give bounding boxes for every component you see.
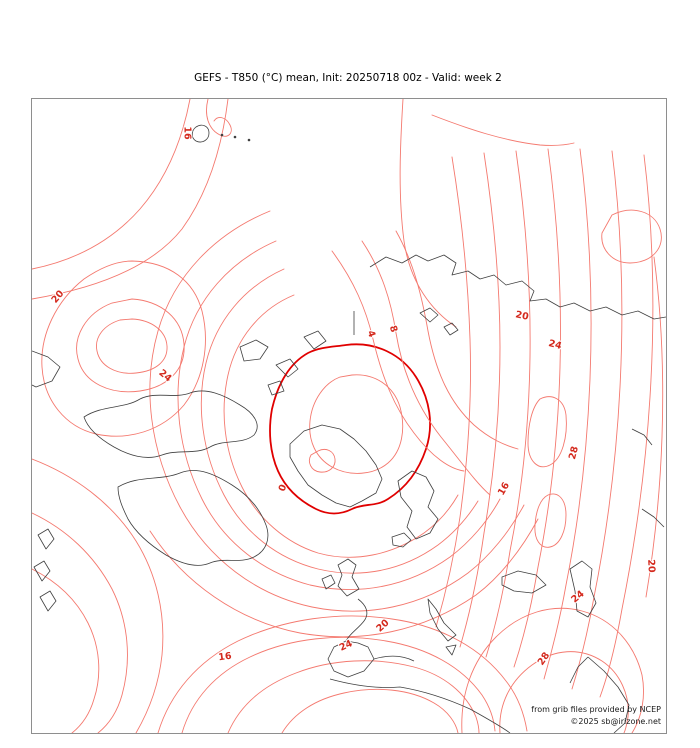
contour-line xyxy=(462,608,644,733)
island-dot xyxy=(221,134,224,137)
map-title: GEFS - T850 (°C) mean, Init: 20250718 00z - Valid: week 2 xyxy=(194,72,502,84)
coastline-path xyxy=(446,645,456,655)
attribution-source: from grib files provided by NCEP xyxy=(531,705,661,714)
coastline-path xyxy=(374,656,414,661)
contour-line xyxy=(282,689,458,733)
coastline-path xyxy=(276,359,298,377)
contour-lines-layer xyxy=(32,99,663,733)
coastline-path xyxy=(420,308,438,322)
contour-label: 20 xyxy=(374,617,392,635)
coastline-path xyxy=(632,429,652,445)
coastline-path xyxy=(40,591,56,611)
contour-line xyxy=(544,149,591,679)
contour-line xyxy=(400,99,456,327)
contour-label: 24 xyxy=(569,588,587,606)
contour-line xyxy=(32,459,163,733)
contour-label: 0 xyxy=(276,483,290,493)
contour-line xyxy=(535,494,566,547)
contour-line xyxy=(646,257,663,597)
contour-label: 20 xyxy=(514,309,530,323)
contour-line xyxy=(600,155,653,697)
coastline-path xyxy=(192,125,209,142)
contour-label: 24 xyxy=(547,337,563,353)
contour-line xyxy=(32,513,127,733)
contour-label: 4 xyxy=(364,329,378,339)
contour-line xyxy=(572,151,622,689)
contour-line xyxy=(42,261,206,436)
contour-line xyxy=(309,449,335,472)
contour-label: 20 xyxy=(49,288,67,306)
contour-line xyxy=(96,319,167,373)
coastline-path xyxy=(118,471,268,566)
coastline-path xyxy=(38,529,54,549)
contour-line xyxy=(201,269,478,573)
contour-line xyxy=(178,241,500,590)
coastline-path xyxy=(330,679,510,733)
contour-line xyxy=(332,251,464,471)
contour-line xyxy=(32,99,190,269)
island-dot xyxy=(234,136,237,139)
weather-map-svg xyxy=(32,99,666,733)
island-dot xyxy=(248,139,251,142)
coastline-path xyxy=(32,351,60,387)
coastline-path xyxy=(444,323,458,335)
contour-line xyxy=(514,149,561,667)
contour-line xyxy=(602,210,662,263)
contour-line xyxy=(228,661,479,733)
contour-line xyxy=(460,153,500,647)
attribution-copyright: ©2025 sb@irizone.net xyxy=(570,717,661,726)
contour-label: 16 xyxy=(217,650,233,664)
contour-label: 28 xyxy=(566,445,582,461)
contour-line xyxy=(150,519,538,637)
contour-label: 16 xyxy=(495,480,513,498)
contour-line xyxy=(528,397,566,467)
contour-label: 16 xyxy=(181,126,193,140)
coastline-path xyxy=(290,425,382,507)
coastline-path xyxy=(84,391,257,458)
coastline-path xyxy=(642,509,664,527)
coastline-path xyxy=(338,559,359,596)
contour-label: 24 xyxy=(156,367,174,385)
coastline-path xyxy=(304,331,326,349)
coastline-path xyxy=(570,657,588,683)
coastline-path xyxy=(392,533,411,547)
contour-label: 28 xyxy=(535,650,553,668)
contour-line xyxy=(32,569,99,733)
coastline-path xyxy=(322,575,335,589)
coastline-path xyxy=(502,571,546,593)
contour-line xyxy=(432,115,574,145)
coastline-path xyxy=(398,471,438,539)
map-frame xyxy=(31,98,667,734)
coastline-path xyxy=(346,599,367,641)
contour-line xyxy=(224,295,458,557)
contour-line xyxy=(436,157,471,627)
contour-label: 8 xyxy=(386,324,400,334)
contour-label: 24 xyxy=(337,638,355,654)
contour-line xyxy=(32,99,228,299)
contour-line xyxy=(270,344,430,513)
contour-label: 20 xyxy=(645,559,657,573)
coastline-path xyxy=(240,340,268,361)
